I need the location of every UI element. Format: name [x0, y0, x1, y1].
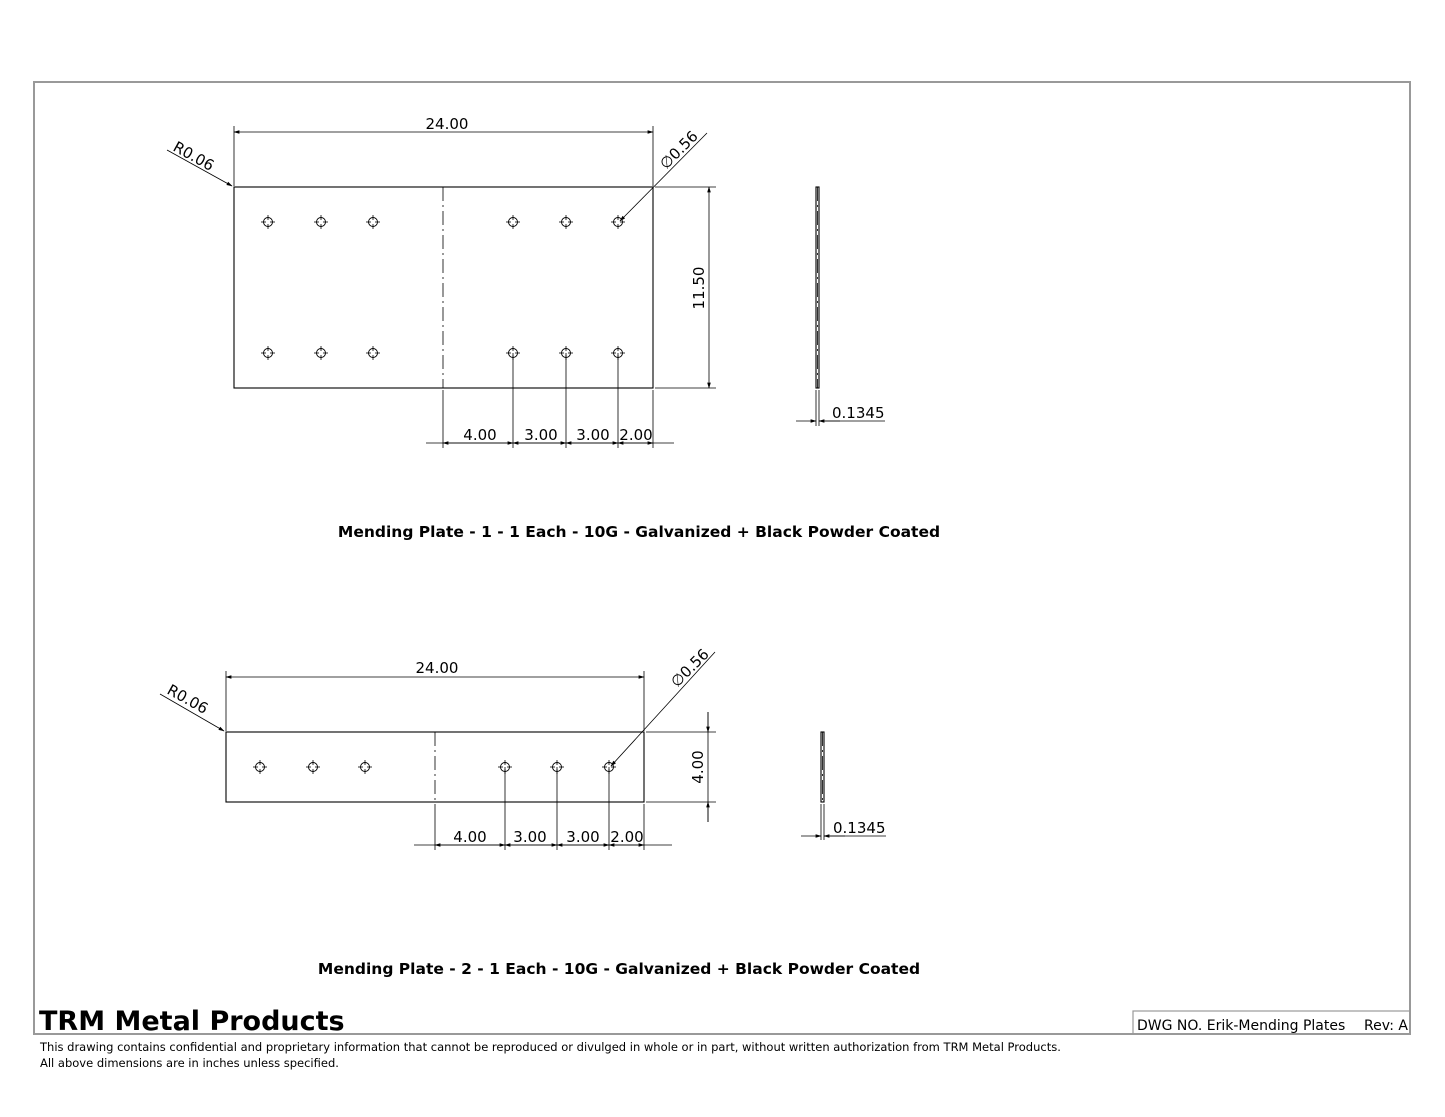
plate-1-spacing-dim: 2.00: [619, 426, 653, 444]
plate-1-spacing-dim: 3.00: [524, 426, 558, 444]
plate-2-thickness-dim: 0.1345: [833, 819, 886, 837]
plate-1-length-dim: 24.00: [425, 115, 469, 133]
plate-2-caption: Mending Plate - 2 - 1 Each - 10G - Galvanized + Black Powder Coated: [317, 960, 921, 978]
plate-1-spacing-dim: 4.00: [463, 426, 497, 444]
plate-2-hole-dim: ∅0.56: [667, 645, 713, 691]
mounting-hole: [261, 346, 275, 360]
plate-2-length-dim: 24.00: [415, 659, 459, 677]
drawing-number: DWG NO. Erik-Mending Plates: [1137, 1018, 1346, 1034]
plate-1-radius-dim: R0.06: [170, 137, 218, 175]
mounting-hole: [314, 346, 328, 360]
plate-1-height-dim: 11.50: [690, 266, 708, 310]
mounting-hole: [366, 215, 380, 229]
view-2: [160, 645, 920, 978]
mounting-hole: [306, 760, 320, 774]
plate-2-spacing-dim: 3.00: [513, 828, 547, 846]
confidentiality-notice: This drawing contains confidential and proprietary information that cannot be reproduced or divulged in whole or in part, without written authorization from TRM Metal Products.: [40, 1040, 1061, 1054]
view-1: [167, 115, 940, 541]
plate-1-thickness-dim: 0.1345: [832, 404, 885, 422]
mounting-hole: [314, 215, 328, 229]
plate-2-spacing-dim: 2.00: [610, 828, 644, 846]
plate-2-holes: [253, 760, 616, 774]
mounting-hole: [611, 215, 625, 229]
title-block: [1133, 1011, 1410, 1034]
plate-2-spacing-dim: 3.00: [566, 828, 600, 846]
plate-1-caption: Mending Plate - 1 - 1 Each - 10G - Galvanized + Black Powder Coated: [337, 523, 941, 541]
plate-2-height-dim: 4.00: [689, 750, 707, 784]
mounting-hole: [366, 346, 380, 360]
plate-1-outline: [234, 187, 653, 388]
plate-2-radius-dim: R0.06: [164, 680, 212, 718]
company-name: TRM Metal Products: [39, 1006, 345, 1037]
mounting-hole: [261, 215, 275, 229]
mounting-hole: [559, 215, 573, 229]
sheet-border: [34, 82, 1410, 1034]
mounting-hole: [253, 760, 267, 774]
mounting-hole: [506, 215, 520, 229]
plate-1-hole-dim: ∅0.56: [656, 127, 702, 173]
plate-2-spacing-dim: 4.00: [453, 828, 487, 846]
plate-1-spacing-dim: 3.00: [576, 426, 610, 444]
revision: Rev: A: [1364, 1018, 1408, 1034]
units-notice: All above dimensions are in inches unless specified.: [40, 1056, 339, 1070]
mounting-hole: [358, 760, 372, 774]
